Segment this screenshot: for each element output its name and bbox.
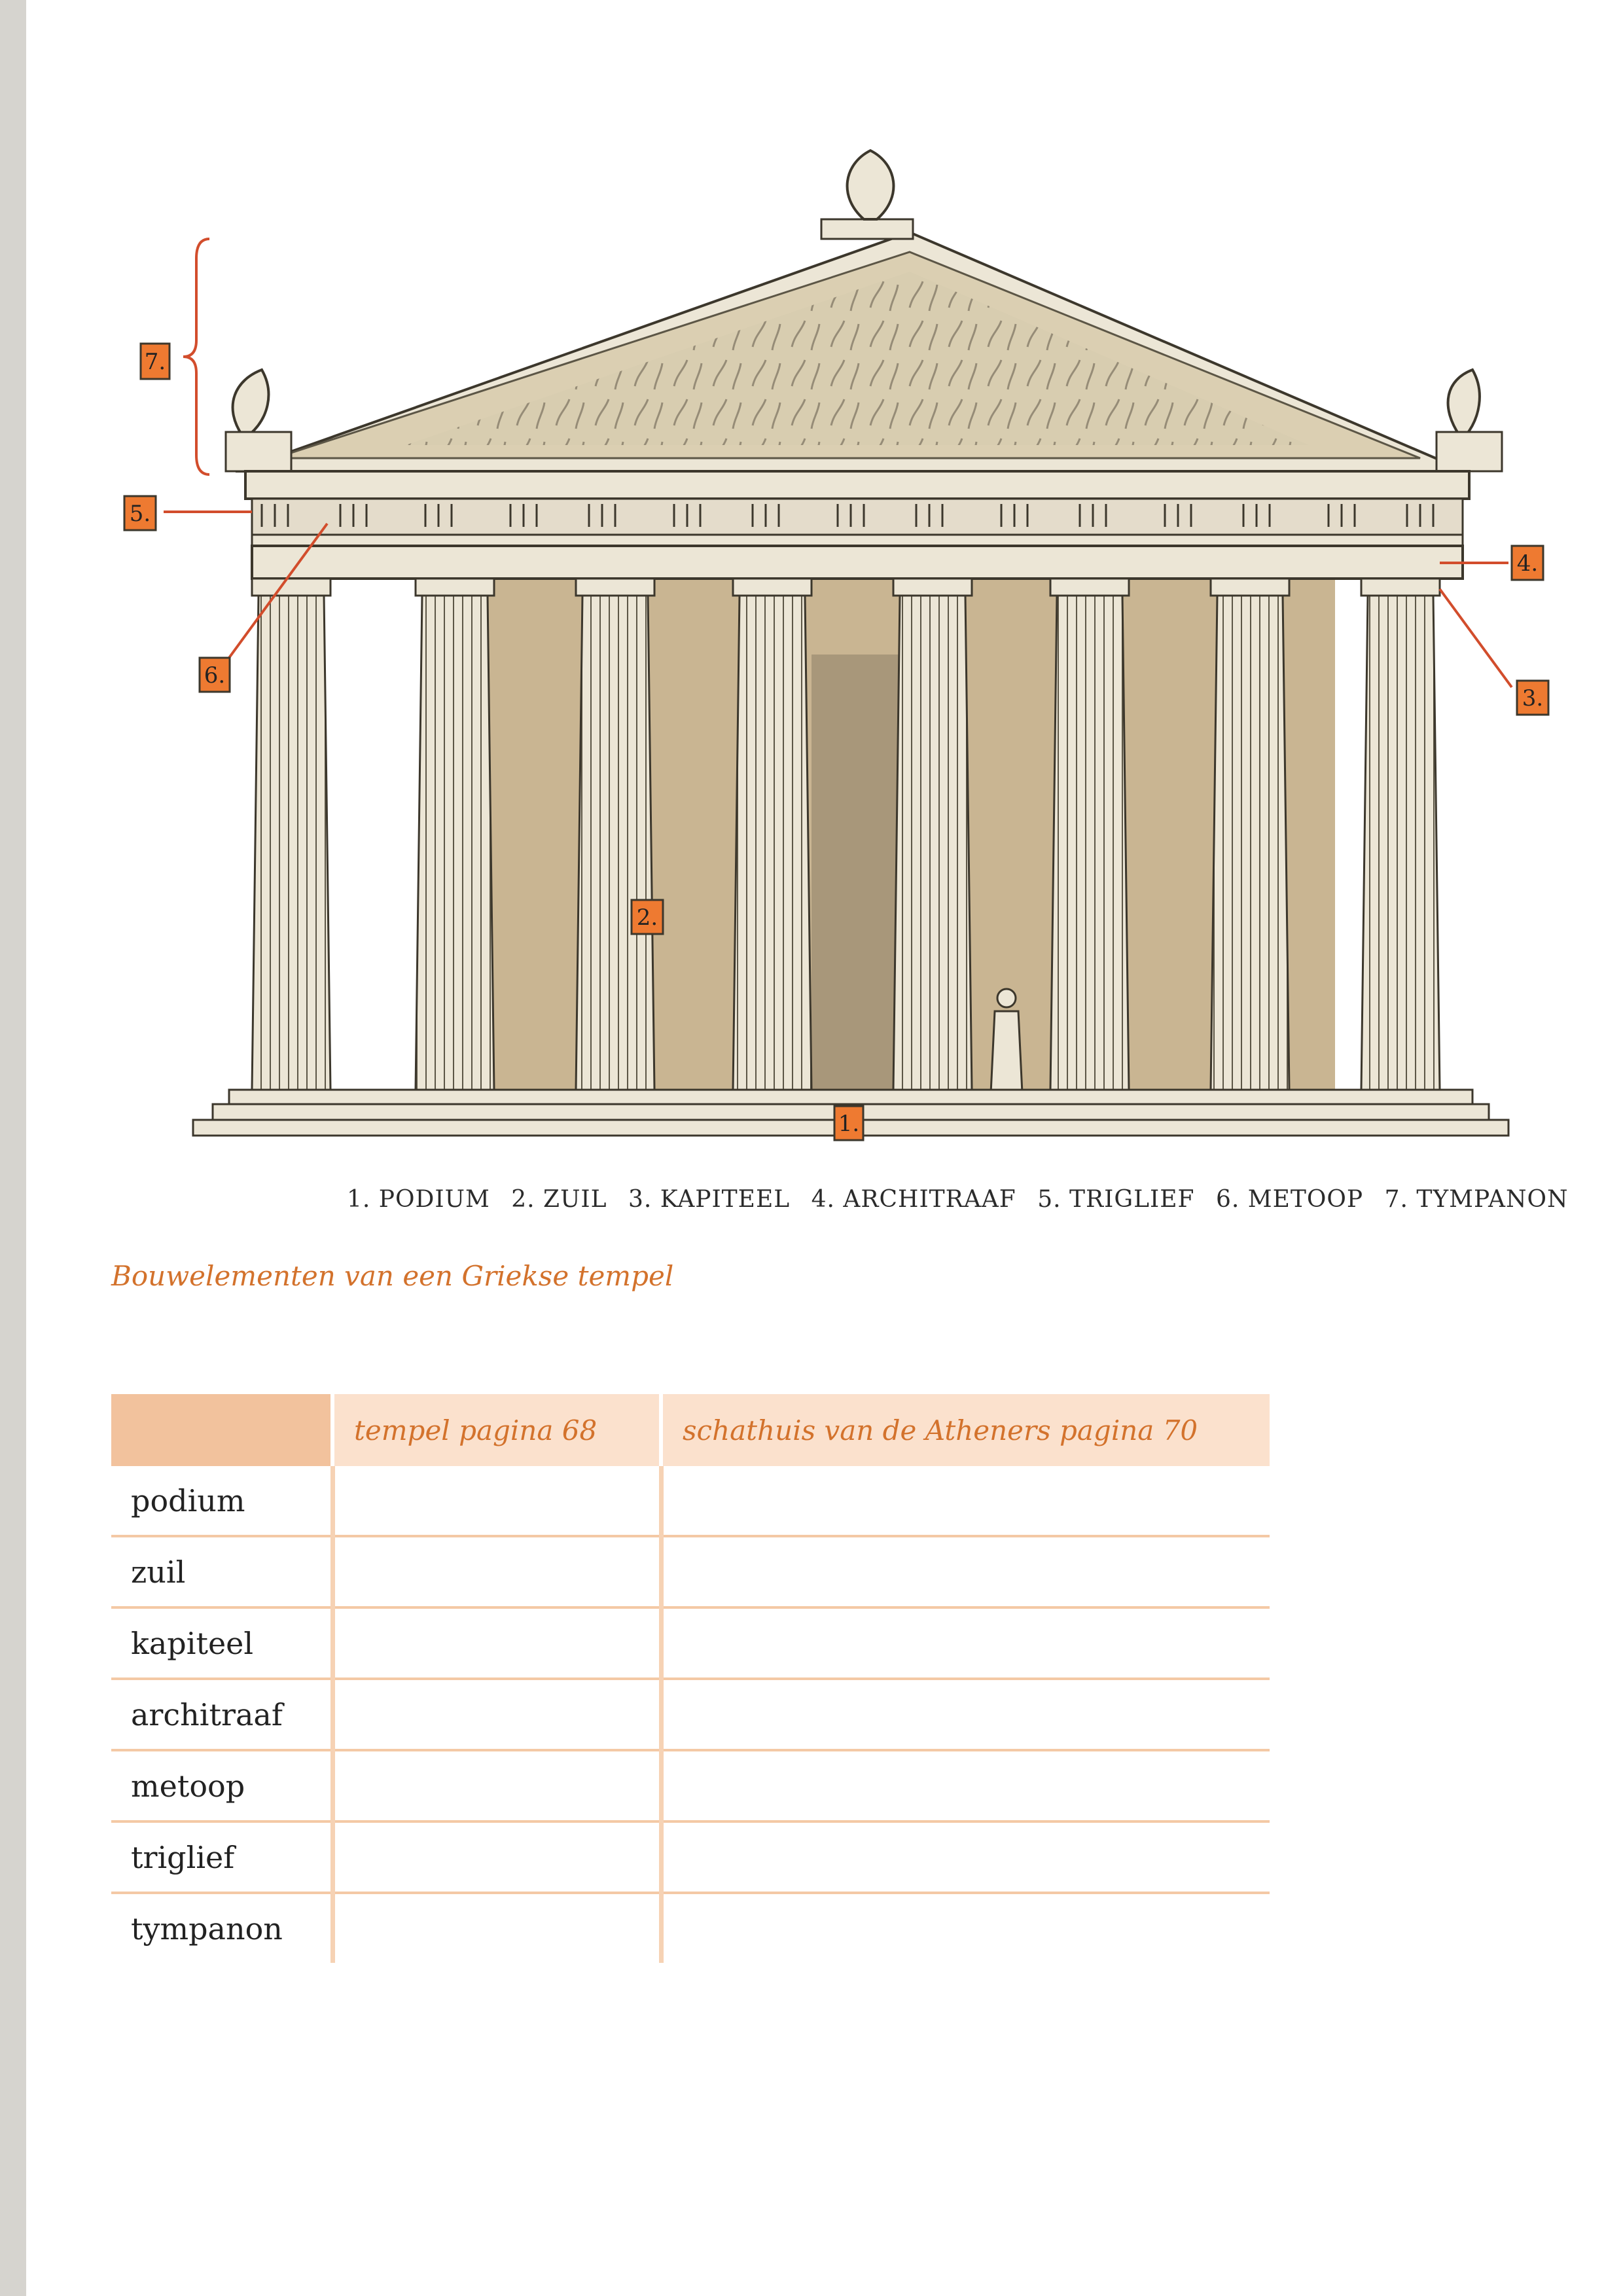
answer-cell-treasury[interactable] [661, 1607, 1270, 1679]
legend-item: 7. TYMPANON [1384, 1186, 1569, 1213]
label-marker-6-text: 6. [204, 662, 226, 689]
row-label: zuil [111, 1536, 332, 1607]
element-legend [347, 1186, 1569, 1213]
label-marker-5 [124, 496, 156, 530]
legend-item: 6. METOOP [1215, 1186, 1364, 1213]
label-marker-4 [1512, 546, 1543, 580]
label-marker-2 [632, 900, 663, 934]
column [1050, 579, 1129, 1090]
table-row [111, 1821, 1270, 1893]
answer-cell-temple[interactable] [332, 1821, 661, 1893]
answer-cell-temple[interactable] [332, 1607, 661, 1679]
legend-item: 1. PODIUM [347, 1186, 490, 1213]
column [1361, 579, 1440, 1090]
row-label: architraaf [111, 1679, 332, 1750]
legend-item: 2. ZUIL [511, 1186, 607, 1213]
label-marker-4-text: 4. [1516, 550, 1539, 577]
table-row [111, 1893, 1270, 1963]
label-marker-1-text: 1. [838, 1111, 860, 1137]
table-row [111, 1750, 1270, 1821]
temple-parts-table [111, 1394, 1270, 1963]
column [416, 579, 494, 1090]
row-label: triglief [111, 1821, 332, 1893]
column [733, 579, 812, 1090]
label-marker-3 [1517, 681, 1548, 715]
label-marker-2-text: 2. [636, 905, 658, 931]
answer-cell-treasury[interactable] [661, 1893, 1270, 1963]
header-temple-p68: tempel pagina 68 [332, 1394, 661, 1466]
answer-cell-temple[interactable] [332, 1750, 661, 1821]
entablature [245, 471, 1469, 579]
column [1211, 579, 1289, 1090]
table-row [111, 1466, 1270, 1536]
answer-cell-temple[interactable] [332, 1679, 661, 1750]
header-treasury-p70: schathuis van de Atheners pagina 70 [661, 1394, 1270, 1466]
answer-cell-temple[interactable] [332, 1893, 661, 1963]
column [252, 579, 330, 1090]
row-label: kapiteel [111, 1607, 332, 1679]
tympanon-brace [183, 239, 209, 475]
answer-cell-treasury[interactable] [661, 1679, 1270, 1750]
label-marker-5-text: 5. [129, 501, 151, 527]
figure-caption: Bouwelementen van een Griekse tempel [111, 1260, 674, 1292]
answer-cell-treasury[interactable] [661, 1750, 1270, 1821]
answer-cell-temple[interactable] [332, 1466, 661, 1536]
answer-cell-temple[interactable] [332, 1536, 661, 1607]
answer-cell-treasury[interactable] [661, 1821, 1270, 1893]
pediment [226, 151, 1502, 471]
label-marker-7 [141, 344, 169, 379]
column [893, 579, 972, 1090]
column [576, 579, 654, 1090]
legend-item: 3. KAPITEEL [628, 1186, 791, 1213]
answer-cell-treasury[interactable] [661, 1466, 1270, 1536]
row-label: tympanon [131, 1910, 283, 1946]
label-marker-3-text: 3. [1522, 685, 1544, 711]
legend-item: 5. TRIGLIEF [1037, 1186, 1195, 1213]
table-header-row [111, 1394, 1270, 1466]
header-corner-cell [111, 1394, 332, 1466]
label-marker-6 [200, 658, 230, 692]
row-label: podium [111, 1466, 332, 1536]
label-marker-7-text: 7. [144, 349, 166, 375]
table-row [111, 1679, 1270, 1750]
table-row [111, 1607, 1270, 1679]
row-label: metoop [111, 1750, 332, 1821]
label-marker-1 [834, 1106, 863, 1140]
answer-cell-treasury[interactable] [661, 1536, 1270, 1607]
table-row [111, 1536, 1270, 1607]
legend-item: 4. ARCHITRAAF [811, 1186, 1016, 1213]
